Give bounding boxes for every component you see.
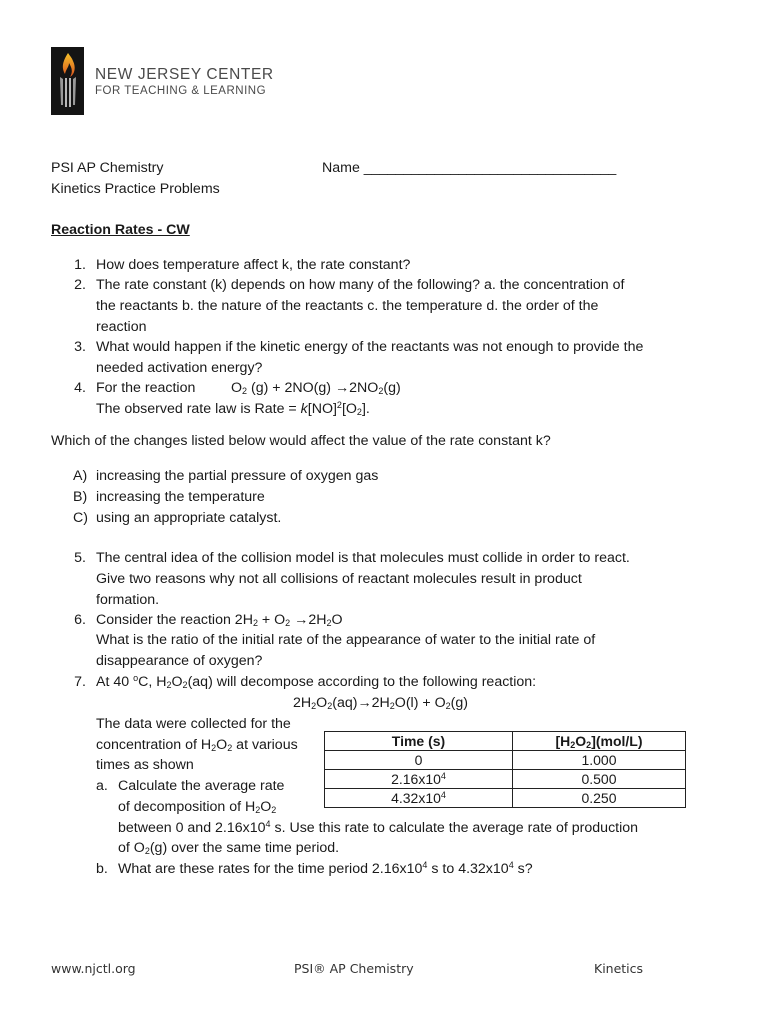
table-row bbox=[325, 789, 686, 808]
subquestion-text: What are these rates for the time period $2.16x10^4$ s to $4.32x10^4$ s? bbox=[118, 860, 533, 877]
footer-url: www.njctl.org bbox=[51, 961, 136, 976]
table-cell: $2.16x10^4$ bbox=[325, 770, 513, 789]
logo-mark bbox=[51, 47, 84, 115]
subquestion-letter: a. bbox=[96, 778, 108, 794]
question-text: needed activation energy? bbox=[96, 360, 263, 376]
question-text: Which of the changes listed below would affect the value of the rate constant k? bbox=[51, 433, 551, 449]
table-cell: 1.000 bbox=[513, 751, 686, 770]
name-field-label: Name ________________________________ bbox=[322, 160, 617, 176]
question-text: For the reaction bbox=[96, 380, 196, 396]
question-text: reaction bbox=[96, 319, 147, 335]
table-cell: $4.32x10^4$ bbox=[325, 789, 513, 808]
question-text: Give two reasons why not all collisions of reactant molecules result in product bbox=[96, 571, 582, 587]
question-text: How does temperature affect k, the rate constant? bbox=[96, 257, 411, 273]
choice-letter: A) bbox=[73, 468, 88, 484]
question-number: 3. bbox=[74, 339, 86, 355]
question-text: disappearance of oxygen? bbox=[96, 653, 263, 669]
question-text: formation. bbox=[96, 592, 160, 608]
question-number: 7. bbox=[74, 674, 86, 690]
question-text: Consider the reaction $2H_2 + O_2 \to 2H_2O$ bbox=[96, 612, 343, 628]
page-subtitle: Kinetics Practice Problems bbox=[51, 181, 220, 197]
choice-letter: C) bbox=[73, 510, 88, 526]
section-title: Reaction Rates - CW bbox=[51, 222, 190, 238]
column-header: $[H_2O_2](mol/L)$ bbox=[513, 732, 686, 751]
rate-law: The observed rate law is Rate = $k[NO]^2[O_2]$. bbox=[96, 400, 370, 417]
subquestion-text: of $O_2(g)$ over the same time period. bbox=[118, 840, 340, 856]
question-text: The central idea of the collision model is that molecules must collide in order to react. bbox=[96, 550, 630, 566]
question-text: times as shown bbox=[96, 757, 194, 773]
question-text: concentration of $H_2O_2$ at various bbox=[96, 737, 298, 753]
question-text: the reactants b. the nature of the reactants c. the temperature d. the order of the bbox=[96, 298, 599, 314]
subquestion-letter: b. bbox=[96, 861, 108, 877]
question-text: The rate constant (k) depends on how many of the following? a. the concentration of bbox=[96, 277, 625, 293]
table-cell: 0.500 bbox=[513, 770, 686, 789]
footer-course: PSI® AP Chemistry bbox=[294, 961, 414, 976]
logo-subtitle: FOR TEACHING & LEARNING bbox=[95, 85, 267, 97]
table-header-row bbox=[325, 732, 686, 751]
question-number: 2. bbox=[74, 277, 86, 293]
table-cell: 0 bbox=[325, 751, 513, 770]
logo-title: NEW JERSEY CENTER bbox=[95, 66, 274, 83]
flame-icon bbox=[51, 47, 84, 115]
table-row bbox=[325, 770, 686, 789]
column-header: Time (s) bbox=[325, 732, 513, 751]
table-row bbox=[325, 751, 686, 770]
question-number: 4. bbox=[74, 380, 86, 396]
question-number: 5. bbox=[74, 550, 86, 566]
chemical-equation: $2H_2O_2(aq)\to 2H_2O(l) + O_2(g)$ bbox=[293, 695, 468, 711]
course-title: PSI AP Chemistry bbox=[51, 160, 164, 176]
choice-text: using an appropriate catalyst. bbox=[96, 510, 282, 526]
question-number: 1. bbox=[74, 257, 86, 273]
chemical-equation: $O_2$ $(g) + 2NO(g) \to 2NO_2(g)$ bbox=[231, 380, 401, 396]
choice-text: increasing the partial pressure of oxygen gas bbox=[96, 468, 379, 484]
question-text: The data were collected for the bbox=[96, 716, 291, 732]
question-text: At 40 $^o$C, $H_2O_2(aq)$ will decompose according to the following reaction: bbox=[96, 673, 537, 690]
question-text: What is the ratio of the initial rate of the appearance of water to the initial rate of bbox=[96, 632, 596, 648]
footer-topic: Kinetics bbox=[594, 961, 644, 976]
question-number: 6. bbox=[74, 612, 86, 628]
subquestion-text: of decomposition of $H_2O_2$ bbox=[118, 799, 277, 815]
choice-text: increasing the temperature bbox=[96, 489, 265, 505]
subquestion-text: between 0 and $2.16x10^4$ s. Use this rate to calculate the average rate of production bbox=[118, 819, 639, 836]
subquestion-text: Calculate the average rate bbox=[118, 778, 285, 794]
choice-letter: B) bbox=[73, 489, 88, 505]
question-text: What would happen if the kinetic energy of the reactants was not enough to provide the bbox=[96, 339, 644, 355]
rate-data-table bbox=[324, 731, 686, 808]
table-cell: 0.250 bbox=[513, 789, 686, 808]
